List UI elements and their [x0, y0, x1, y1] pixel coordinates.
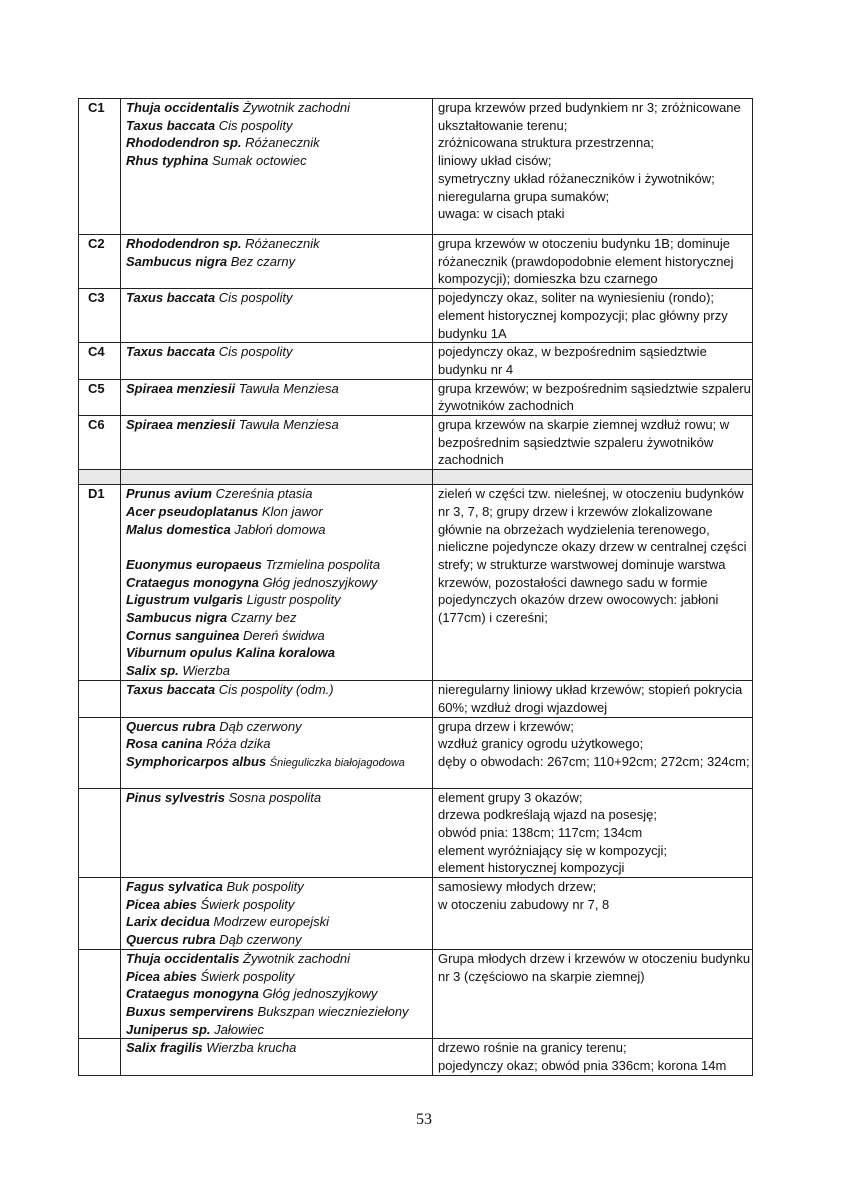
- table-row: [79, 379, 753, 415]
- common-name: Róża dzika: [206, 736, 271, 752]
- latin-name: Rhododendron sp.: [126, 236, 242, 251]
- description-line: zieleń w części tzw. nieleśnej, w otoczeniu budynków: [438, 486, 744, 502]
- species-cell: [121, 717, 433, 788]
- common-name: Głóg jednoszyjkowy: [262, 986, 378, 1002]
- description-line: drzewa podkreślają wjazd na posesję;: [438, 807, 657, 823]
- description-cell: [433, 485, 753, 681]
- description-cell: [433, 1039, 753, 1075]
- species-line: [126, 644, 432, 662]
- common-name: Żywotnik zachodni: [243, 950, 350, 966]
- species-line: [126, 380, 432, 398]
- species-cell: [121, 416, 433, 470]
- description-cell: [433, 235, 753, 289]
- separator-cell: [121, 470, 433, 485]
- separator-row: [79, 470, 753, 485]
- species-line: [126, 968, 432, 986]
- description-cell: [433, 289, 753, 343]
- latin-name: Taxus baccata: [126, 344, 216, 360]
- common-name: Modrzew europejski: [213, 914, 330, 930]
- latin-name: Sambucus nigra: [126, 610, 228, 626]
- description-line: drzewo rośnie na granicy terenu;: [438, 1040, 627, 1056]
- species-line: [126, 574, 432, 592]
- common-name: Jabłoń domowa: [234, 521, 326, 537]
- common-name: Sosna pospolita: [228, 789, 322, 805]
- description-line: pojedynczy okaz, w bezpośrednim sąsiedztwie: [438, 344, 707, 360]
- species-cell: [121, 99, 433, 235]
- species-line: [126, 1003, 432, 1021]
- common-name: Świerk pospolity: [200, 968, 295, 984]
- latin-name: Sambucus nigra: [126, 253, 228, 269]
- description-cell: [433, 788, 753, 878]
- species-line: [126, 416, 432, 434]
- latin-name: Crataegus monogyna: [126, 574, 259, 590]
- description-line: grupa drzew i krzewów;: [438, 718, 574, 734]
- species-line: [126, 117, 432, 135]
- species-cell: [121, 343, 433, 379]
- description-line: pojedynczy okaz, soliter na wyniesieniu (rondo);: [438, 290, 715, 306]
- blank-line: [126, 538, 432, 556]
- species-cell: [121, 235, 433, 289]
- description-line: nieliczne pojedyncze okazy drzew w centralnej części: [438, 539, 747, 555]
- latin-name: Cornus sanguinea: [126, 627, 240, 643]
- species-line: [126, 152, 432, 170]
- description-line: zróżnicowana struktura przestrzenna;: [438, 135, 655, 151]
- common-name: Wierzba: [182, 663, 230, 679]
- inventory-table: [78, 98, 753, 1076]
- table-row: [79, 681, 753, 717]
- description-line: dęby o obwodach: 267cm; 110+92cm; 272cm; 324cm;: [438, 753, 750, 769]
- species-line: [126, 627, 432, 645]
- description-line: uwaga: w cisach ptaki: [438, 206, 565, 222]
- common-name: Wierzba krucha: [206, 1040, 297, 1056]
- description-line: liniowy układ cisów;: [438, 153, 552, 169]
- species-line: [126, 896, 432, 914]
- description-cell: [433, 681, 753, 717]
- description-line: w otoczeniu zabudowy nr 7, 8: [438, 896, 610, 912]
- description-line: grupa krzewów w otoczeniu budynku 1B; dominuje: [438, 236, 730, 251]
- common-name: Ligustr pospolity: [246, 592, 341, 608]
- latin-name: Viburnum opulus Kalina koralowa: [126, 645, 335, 661]
- table-row: [79, 878, 753, 950]
- common-name: Sumak octowiec: [211, 153, 307, 169]
- species-line: [126, 789, 432, 807]
- species-line: [126, 134, 432, 152]
- description-line: głównie na obrzeżach wydzielenia terenowego,: [438, 521, 710, 537]
- latin-name: Salix fragilis: [126, 1040, 203, 1056]
- species-line: [126, 609, 432, 627]
- zone-code-cell: [79, 485, 121, 681]
- common-name: Świerk pospolity: [200, 896, 295, 912]
- common-name: Jałowiec: [214, 1021, 265, 1037]
- latin-name: Taxus baccata: [126, 117, 216, 133]
- latin-name: Picea abies: [126, 896, 197, 912]
- description-line: strefy; w strukturze warstwowej dominuje warstwa: [438, 556, 726, 572]
- table-row: [79, 235, 753, 289]
- zone-code-cell: [79, 949, 121, 1039]
- table-row: [79, 949, 753, 1039]
- latin-name: Thuja occidentalis: [126, 100, 240, 115]
- table-row: [79, 788, 753, 878]
- latin-name: Salix sp.: [126, 663, 179, 679]
- zone-code: C6: [88, 417, 105, 433]
- description-line: różanecznik (prawdopodobnie element historycznej: [438, 253, 734, 269]
- common-name: Cis pospolity: [218, 290, 293, 306]
- latin-name: Taxus baccata: [126, 290, 216, 306]
- description-line: nr 3 (częściowo na skarpie ziemnej): [438, 968, 645, 984]
- description-line: bezpośrednim sąsiedztwie szpaleru żywotników: [438, 434, 714, 450]
- description-cell: [433, 99, 753, 235]
- species-line: [126, 556, 432, 574]
- zone-code-cell: [79, 717, 121, 788]
- zone-code-cell: [79, 1039, 121, 1075]
- common-name: Cis pospolity: [218, 344, 293, 360]
- species-cell: [121, 289, 433, 343]
- latin-name: Ligustrum vulgaris: [126, 592, 244, 608]
- table-row: [79, 343, 753, 379]
- species-line: [126, 753, 432, 773]
- table-row: [79, 717, 753, 788]
- description-line: zachodnich: [438, 452, 504, 468]
- common-name: Tawuła Menziesa: [238, 417, 339, 433]
- latin-name: Quercus rubra: [126, 932, 216, 948]
- zone-code-cell: [79, 878, 121, 950]
- species-line: [126, 735, 432, 753]
- species-line: [126, 1021, 432, 1039]
- description-line: żywotników zachodnich: [438, 398, 574, 414]
- page-number: 53: [416, 1111, 432, 1128]
- description-line: Grupa młodych drzew i krzewów w otoczeniu budynku: [438, 950, 751, 966]
- description-cell: [433, 949, 753, 1039]
- latin-name: Larix decidua: [126, 914, 210, 930]
- species-line: [126, 931, 432, 949]
- species-line: [126, 718, 432, 736]
- latin-name: Rhus typhina: [126, 153, 209, 169]
- latin-name: Acer pseudoplatanus: [126, 503, 259, 519]
- species-line: [126, 681, 432, 699]
- description-line: element historycznej kompozycji: [438, 860, 625, 876]
- separator-cell: [433, 470, 753, 485]
- description-line: grupa krzewów przed budynkiem nr 3; zróżnicowane: [438, 100, 741, 115]
- species-line: [126, 913, 432, 931]
- description-line: nr 3, 7, 8; grupy drzew i krzewów zlokalizowane: [438, 503, 713, 519]
- description-line: budynku nr 4: [438, 361, 514, 377]
- species-line: [126, 591, 432, 609]
- description-cell: [433, 416, 753, 470]
- common-name: Buk pospolity: [226, 879, 304, 895]
- description-line: element wyróżniający się w kompozycji;: [438, 842, 668, 858]
- description-line: grupa krzewów na skarpie ziemnej wzdłuż rowu; w: [438, 417, 730, 433]
- description-line: ukształtowanie terenu;: [438, 117, 568, 133]
- zone-code: C2: [88, 236, 105, 251]
- latin-name: Euonymus europaeus: [126, 556, 262, 572]
- description-cell: [433, 878, 753, 950]
- description-cell: [433, 717, 753, 788]
- common-name: Klon jawor: [261, 503, 323, 519]
- zone-code-cell: [79, 99, 121, 235]
- common-name: Bukszpan wiecznieziełony: [257, 1003, 409, 1019]
- description-line: pojedynczy okaz; obwód pnia 336cm; korona 14m: [438, 1058, 727, 1074]
- common-name: Trzmielina pospolita: [265, 556, 381, 572]
- species-line: [126, 503, 432, 521]
- latin-name: Buxus sempervirens: [126, 1003, 254, 1019]
- latin-name: Rosa canina: [126, 736, 203, 752]
- description-line: 60%; wzdłuż drogi wjazdowej: [438, 699, 608, 715]
- zone-code-cell: [79, 379, 121, 415]
- description-line: pojedynczych okazów drzew owocowych: jabłoni: [438, 592, 719, 608]
- species-line: [126, 1039, 432, 1057]
- latin-name: Spiraea menziesii: [126, 380, 236, 396]
- species-line: [126, 343, 432, 361]
- zone-code: C1: [88, 100, 105, 115]
- common-name: Cis pospolity: [218, 117, 293, 133]
- description-line: nieregularny liniowy układ krzewów; stopień pokrycia: [438, 682, 743, 698]
- zone-code: C5: [88, 380, 105, 396]
- description-line: kompozycji); domieszka bzu czarnego: [438, 271, 658, 287]
- latin-name: Rhododendron sp.: [126, 135, 242, 151]
- zone-code-cell: [79, 788, 121, 878]
- species-cell: [121, 1039, 433, 1075]
- latin-name: Crataegus monogyna: [126, 986, 259, 1002]
- zone-code: C3: [88, 290, 105, 306]
- description-cell: [433, 379, 753, 415]
- zone-code: D1: [88, 486, 105, 502]
- species-line: [126, 253, 432, 271]
- zone-code-cell: [79, 416, 121, 470]
- description-cell: [433, 343, 753, 379]
- latin-name: Pinus sylvestris: [126, 789, 225, 805]
- table-row: [79, 1039, 753, 1075]
- zone-code-cell: [79, 343, 121, 379]
- latin-name: Fagus sylvatica: [126, 879, 223, 895]
- description-line: budynku 1A: [438, 325, 507, 341]
- species-cell: [121, 485, 433, 681]
- species-line: [126, 950, 432, 968]
- species-line: [126, 485, 432, 503]
- zone-code-cell: [79, 289, 121, 343]
- species-line: [126, 521, 432, 539]
- latin-name: Malus domestica: [126, 521, 231, 537]
- common-name: Różanecznik: [245, 135, 320, 151]
- description-line: krzewów, pozostałości dawnego sadu w formie: [438, 574, 708, 590]
- species-cell: [121, 878, 433, 950]
- species-cell: [121, 788, 433, 878]
- table-row: [79, 485, 753, 681]
- common-name: Śnieguliczka białojagodowa: [269, 756, 405, 769]
- common-name: Bez czarny: [230, 253, 296, 269]
- description-line: (177cm) i czereśni;: [438, 610, 548, 626]
- zone-code-cell: [79, 235, 121, 289]
- description-line: nieregularna grupa sumaków;: [438, 188, 610, 204]
- species-cell: [121, 681, 433, 717]
- latin-name: Picea abies: [126, 968, 197, 984]
- description-line: wzdłuż granicy ogrodu użytkowego;: [438, 736, 644, 752]
- common-name: Czereśnia ptasia: [215, 486, 313, 502]
- common-name: Cis pospolity (odm.): [218, 682, 334, 698]
- zone-code-cell: [79, 681, 121, 717]
- latin-name: Juniperus sp.: [126, 1021, 211, 1037]
- latin-name: Quercus rubra: [126, 718, 216, 734]
- description-line: grupa krzewów; w bezpośrednim sąsiedztwie szpaleru: [438, 380, 751, 396]
- common-name: Dąb czerwony: [219, 718, 302, 734]
- latin-name: Taxus baccata: [126, 682, 216, 698]
- latin-name: Symphoricarpos albus: [126, 753, 267, 769]
- description-line: element historycznej kompozycji; plac główny przy: [438, 307, 728, 323]
- species-line: [126, 662, 432, 680]
- description-line: samosiewy młodych drzew;: [438, 879, 597, 895]
- latin-name: Prunus avium: [126, 486, 212, 502]
- table-row: [79, 99, 753, 235]
- latin-name: Thuja occidentalis: [126, 950, 240, 966]
- common-name: Głóg jednoszyjkowy: [262, 574, 378, 590]
- zone-code: C4: [88, 344, 105, 360]
- common-name: Dereń świdwa: [243, 627, 325, 643]
- species-line: [126, 99, 432, 117]
- description-line: element grupy 3 okazów;: [438, 789, 583, 805]
- common-name: Różanecznik: [245, 236, 320, 251]
- table-row: [79, 416, 753, 470]
- latin-name: Spiraea menziesii: [126, 417, 236, 433]
- common-name: Tawuła Menziesa: [238, 380, 339, 396]
- table-row: [79, 289, 753, 343]
- species-line: [126, 235, 432, 253]
- species-cell: [121, 379, 433, 415]
- separator-cell: [79, 470, 121, 485]
- species-cell: [121, 949, 433, 1039]
- species-line: [126, 878, 432, 896]
- description-line: symetryczny układ różaneczników i żywotników;: [438, 170, 715, 186]
- species-line: [126, 289, 432, 307]
- description-line: obwód pnia: 138cm; 117cm; 134cm: [438, 824, 643, 840]
- common-name: Czarny bez: [230, 610, 297, 626]
- common-name: Żywotnik zachodni: [243, 100, 350, 115]
- common-name: Dąb czerwony: [219, 932, 302, 948]
- species-line: [126, 985, 432, 1003]
